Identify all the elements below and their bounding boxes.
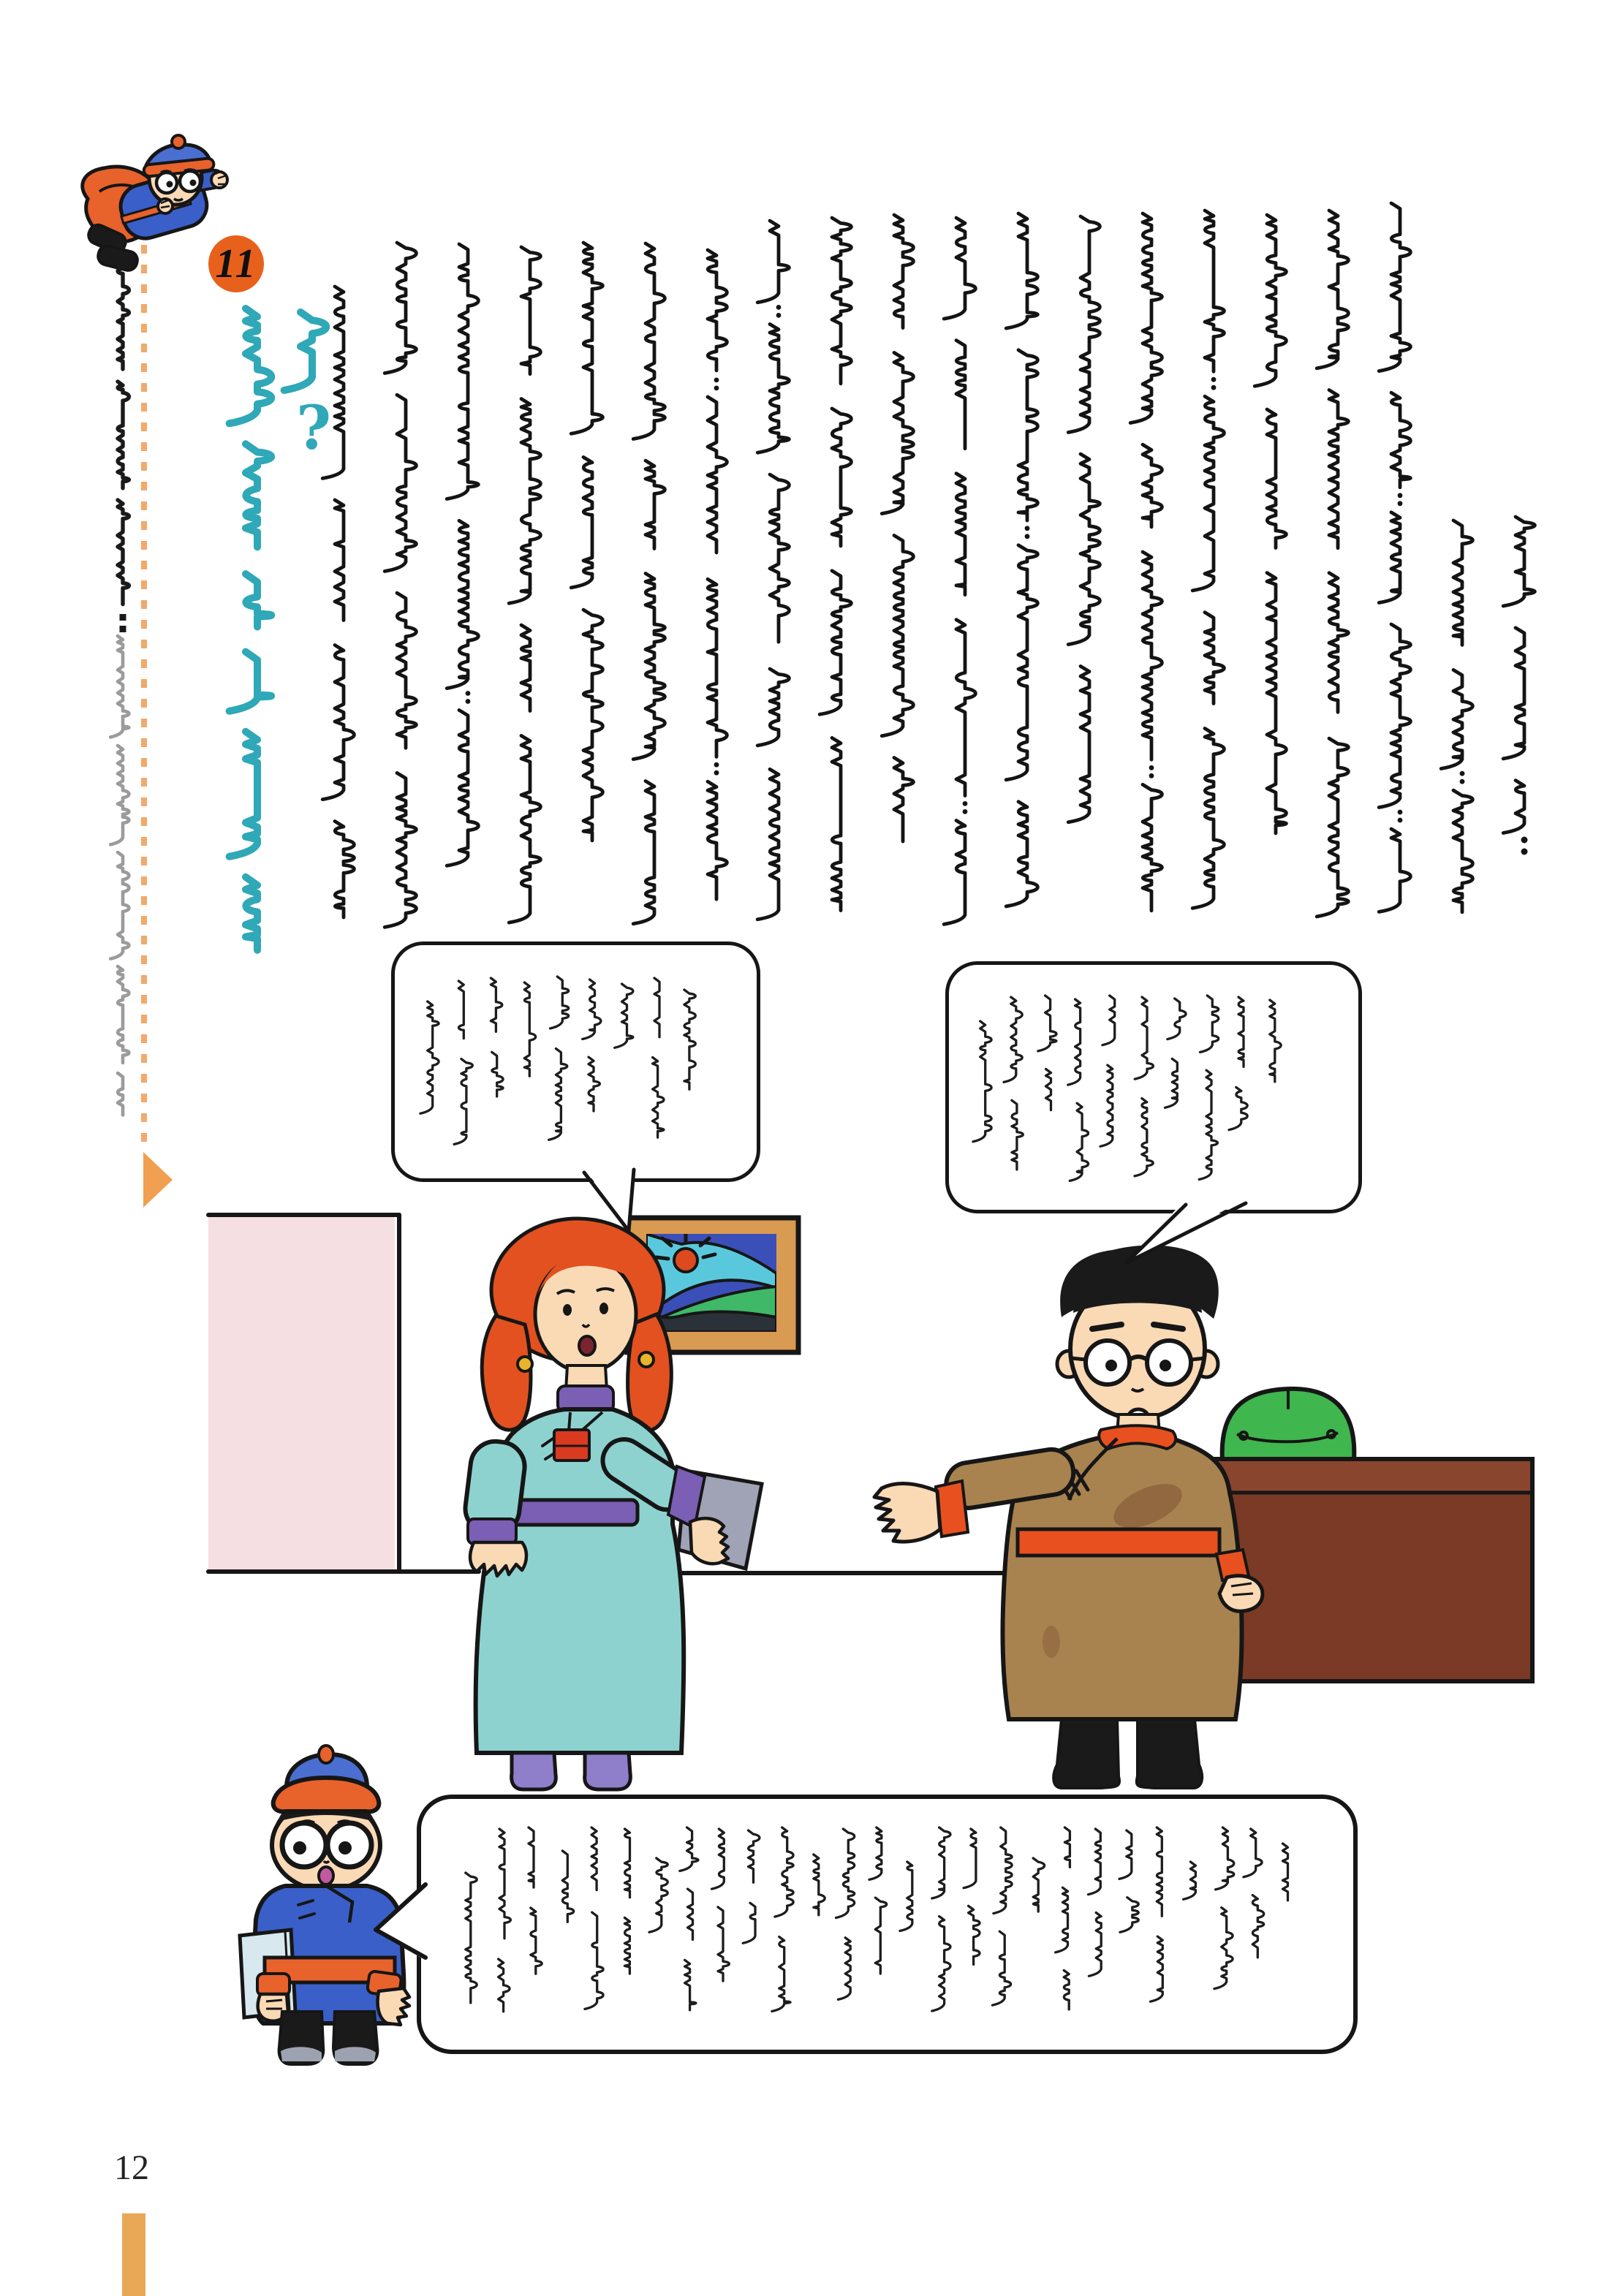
sidebar-dashed-line: [141, 245, 147, 1151]
lesson-number-badge: [208, 235, 264, 292]
title-question-mark: ?: [295, 393, 332, 463]
lesson-number: 11: [215, 241, 257, 287]
page-number: 12: [114, 2148, 149, 2187]
footer-orange-bar: [122, 2213, 145, 2296]
